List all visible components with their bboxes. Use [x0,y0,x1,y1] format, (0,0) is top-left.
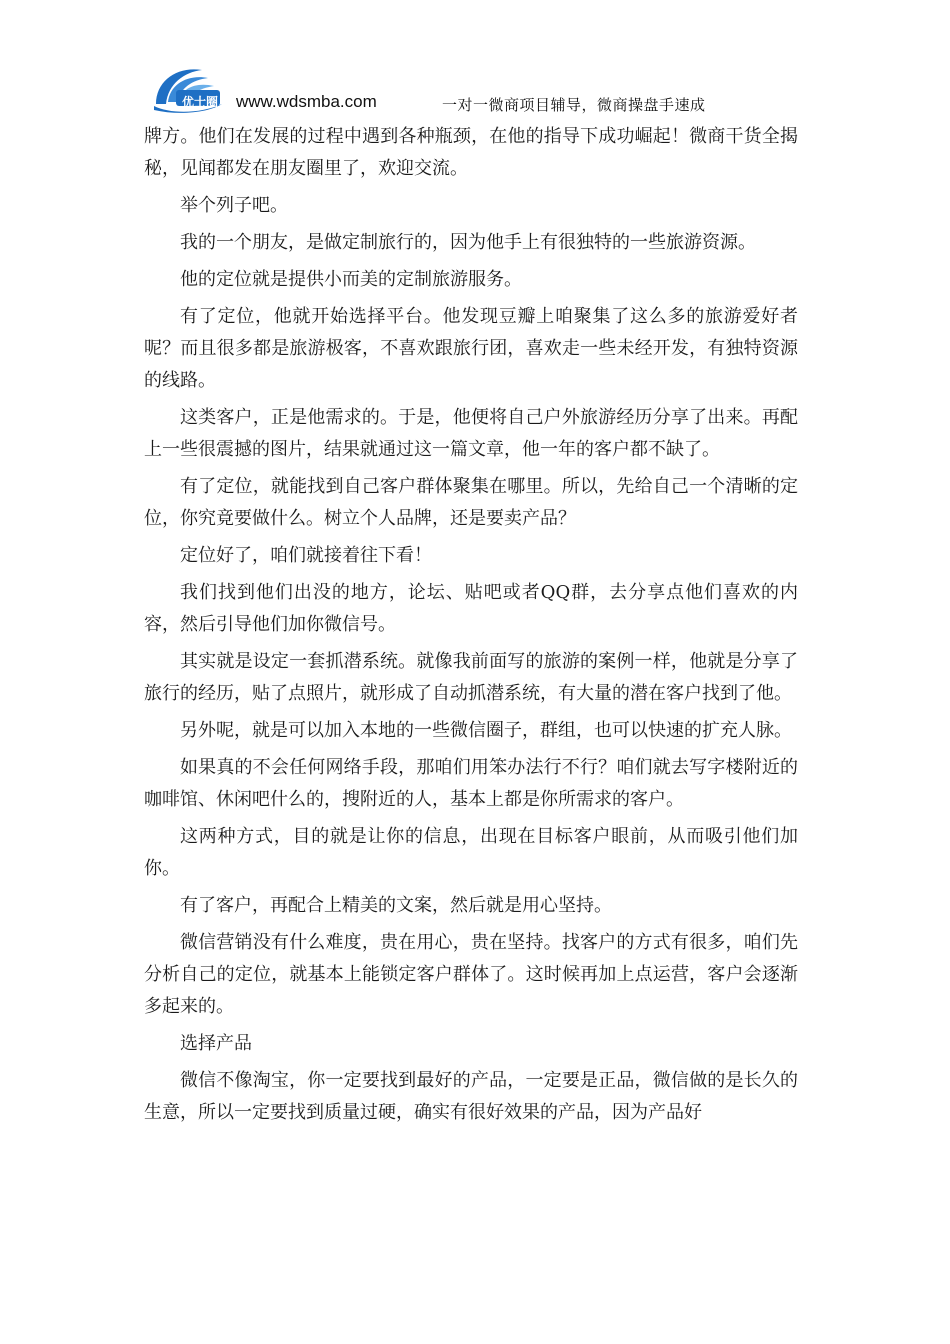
paragraph: 其实就是设定一套抓潜系统。就像我前面写的旅游的案例一样，他就是分享了旅行的经历，贴了点照片，就形成了自动抓潜系统，有大量的潜在客户找到了他。 [144,651,798,704]
paragraph: 有了定位，他就开始选择平台。他发现豆瓣上咱聚集了这么多的旅游爱好者呢？而且很多都是旅游极客，不喜欢跟旅行团，喜欢走一些未经开发，有独特资源的线路。 [144,306,798,391]
section-heading: 选择产品 [180,1033,252,1054]
page-header [150,60,850,116]
paragraph: 另外呢，就是可以加入本地的一些微信圈子，群组，也可以快速的扩充人脉。 [180,720,792,741]
paragraph: 他的定位就是提供小而美的定制旅游服务。 [180,269,522,290]
paragraph: 微信营销没有什么难度，贵在用心，贵在坚持。找客户的方式有很多，咱们先分析自己的定位，就基本上能锁定客户群体了。这时候再加上点运营，客户会逐渐多起来的。 [144,932,798,1017]
paragraph: 举个列子吧。 [180,195,288,216]
paragraph: 这两种方式，目的就是让你的信息，出现在目标客户眼前，从而吸引他们加你。 [144,826,798,879]
logo-text: 优士圈 [182,95,219,109]
site-url[interactable]: www.wdsmba.com [236,92,377,111]
paragraph: 这类客户，正是他需求的。于是，他便将自己户外旅游经历分享了出来。再配上一些很震撼的图片，结果就通过这一篇文章，他一年的客户都不缺了。 [144,407,798,460]
paragraph: 微信不像淘宝，你一定要找到最好的产品，一定要是正品，微信做的是长久的生意，所以一定要找到质量过硬，确实有很好效果的产品，因为产品好 [144,1070,798,1123]
paragraph: 定位好了，咱们就接着往下看！ [180,545,432,566]
paragraph: 有了定位，就能找到自己客户群体聚集在哪里。所以，先给自己一个清晰的定位，你究竟要做什么。树立个人品牌，还是要卖产品？ [144,476,798,529]
document-body [144,121,798,1134]
paragraph: 我们找到他们出没的地方，论坛、贴吧或者QQ群，去分享点他们喜欢的内容，然后引导他们加你微信号。 [144,582,798,635]
logo [150,60,230,116]
paragraph: 我的一个朋友，是做定制旅行的，因为他手上有很独特的一些旅游资源。 [180,232,756,253]
paragraph: 如果真的不会任何网络手段，那咱们用笨办法行不行？咱们就去写字楼附近的咖啡馆、休闲吧什么的，搜附近的人，基本上都是你所需求的客户。 [144,757,798,810]
paragraph: 牌方。他们在发展的过程中遇到各种瓶颈，在他的指导下成功崛起！微商干货全揭秘，见闻都发在朋友圈里了，欢迎交流。 [144,126,798,179]
paragraph: 有了客户，再配合上精美的文案，然后就是用心坚持。 [180,895,612,916]
header-tagline: 一对一微商项目辅导，微商操盘手速成 [442,96,706,114]
